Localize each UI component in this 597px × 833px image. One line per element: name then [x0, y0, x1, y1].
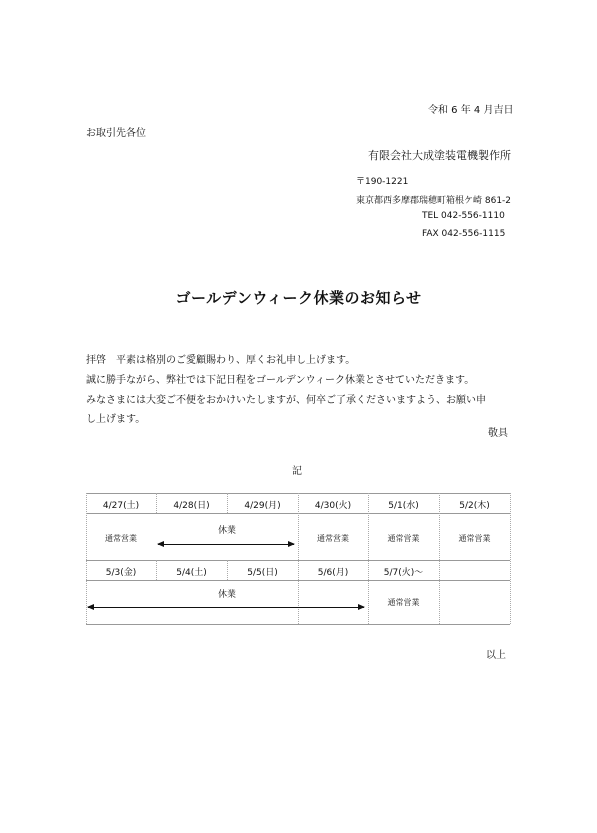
status-cell: 通常営業 — [387, 598, 420, 607]
holiday-label: 休業 — [217, 590, 236, 600]
closing-keigu: 敬具 — [488, 428, 508, 439]
double-arrow-icon — [88, 607, 364, 608]
date-cell: 4/30(火) — [314, 501, 352, 511]
postal-code: 〒190-1221 — [356, 177, 409, 187]
date-cell: 4/29(月) — [244, 501, 281, 511]
table-rule — [86, 624, 510, 625]
date-cell: 5/5(日) — [247, 568, 278, 578]
body-line-2: 誠に勝手ながら、弊社では下記日程をゴールデンウィーク休業とさせていただきます。 — [86, 375, 475, 386]
status-cell: 通常営業 — [387, 534, 420, 543]
date-cell: 5/7(火)～ — [383, 568, 424, 578]
address: 東京都西多摩郡瑞穂町箱根ケ崎 861-2 — [356, 196, 512, 206]
date-cell: 5/2(木) — [459, 501, 490, 511]
table-divider — [439, 493, 440, 624]
status-cell: 通常営業 — [105, 534, 137, 543]
date-cell: 5/3(金) — [105, 568, 137, 578]
status-cell: 通常営業 — [317, 534, 349, 543]
body-line-4: し上げます。 — [86, 414, 146, 425]
holiday-label: 休業 — [217, 526, 236, 536]
fax-number: FAX 042-556-1115 — [422, 229, 506, 239]
date-cell: 4/27(土) — [102, 501, 140, 511]
notice-title: ゴールデンウィーク休業のお知らせ — [175, 289, 422, 307]
date-cell: 5/1(水) — [388, 501, 419, 511]
holiday-schedule-table — [86, 493, 510, 625]
date-cell: 4/28(日) — [173, 501, 210, 511]
date-cell: 5/4(土) — [176, 568, 207, 578]
table-divider — [298, 493, 299, 624]
status-cell: 通常営業 — [458, 534, 491, 543]
body-line-3: みなさまには大変ご不便をおかけいたしますが、何卒ご了承くださいますよう、お願い申 — [86, 395, 486, 406]
company-name: 有限会社大成塗装電機製作所 — [368, 149, 511, 162]
date-cell: 5/6(月) — [317, 568, 349, 578]
issue-date: 令和 6 年 4 月吉日 — [428, 105, 514, 116]
ki-heading: 記 — [292, 466, 302, 477]
body-line-1: 拝啓 平素は格別のご愛顧賜わり、厚くお礼申し上げます。 — [86, 355, 356, 366]
recipient: お取引先各位 — [86, 128, 146, 139]
double-arrow-icon — [158, 544, 294, 545]
phone-number: TEL 042-556-1110 — [422, 211, 505, 221]
table-divider — [510, 493, 511, 624]
closing-ijo: 以上 — [486, 650, 506, 661]
